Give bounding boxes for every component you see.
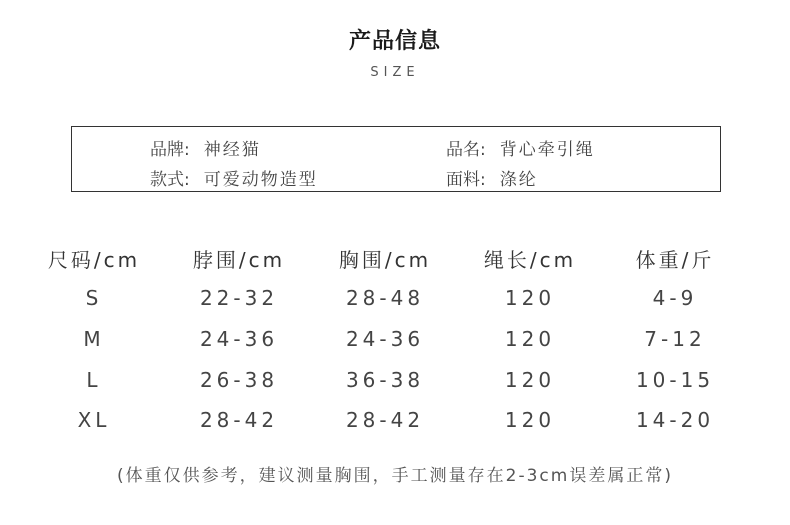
table-cell: XL	[77, 408, 111, 432]
table-cell: 4-9	[652, 286, 698, 310]
table-cell: 28-42	[199, 408, 279, 432]
page-title: 产品信息	[348, 29, 441, 54]
info-name-value: 背心牵引绳	[499, 140, 595, 160]
table-cell: 10-15	[635, 368, 715, 392]
table-cell: 120	[504, 327, 556, 351]
table-header-weight: 体重/斤	[635, 248, 715, 272]
table-cell: M	[83, 327, 105, 351]
table-cell: 14-20	[635, 408, 715, 432]
info-style-label: 款式:	[150, 170, 190, 190]
info-name	[446, 135, 595, 160]
table-cell: 22-32	[199, 286, 279, 310]
table-cell: 120	[504, 408, 556, 432]
table-header-leash: 绳长/cm	[483, 248, 577, 272]
measurement-note: (体重仅供参考，建议测量胸围，手工测量存在2-3cm误差属正常)	[117, 466, 673, 486]
info-name-label: 品名:	[446, 140, 486, 160]
info-material-value: 涤纶	[499, 170, 538, 190]
info-material	[446, 165, 538, 190]
table-cell: 120	[504, 286, 556, 310]
table-cell: 26-38	[199, 368, 279, 392]
table-header-neck: 脖围/cm	[192, 248, 286, 272]
info-style	[150, 165, 318, 190]
info-brand	[150, 135, 261, 160]
table-cell: L	[86, 368, 102, 392]
page-subtitle: SIZE	[370, 65, 420, 80]
table-header-size: 尺码/cm	[47, 248, 141, 272]
table-cell: 7-12	[644, 327, 706, 351]
info-brand-value: 神经猫	[203, 140, 261, 160]
product-info-box	[71, 126, 721, 192]
info-material-label: 面料:	[446, 170, 486, 190]
info-brand-label: 品牌:	[150, 140, 190, 160]
table-cell: 24-36	[345, 327, 425, 351]
table-cell: S	[85, 286, 103, 310]
info-style-value: 可爱动物造型	[203, 170, 318, 190]
table-cell: 24-36	[199, 327, 279, 351]
table-header-chest: 胸围/cm	[338, 248, 432, 272]
table-cell: 36-38	[345, 368, 425, 392]
table-cell: 28-48	[345, 286, 425, 310]
table-cell: 28-42	[345, 408, 425, 432]
table-cell: 120	[504, 368, 556, 392]
